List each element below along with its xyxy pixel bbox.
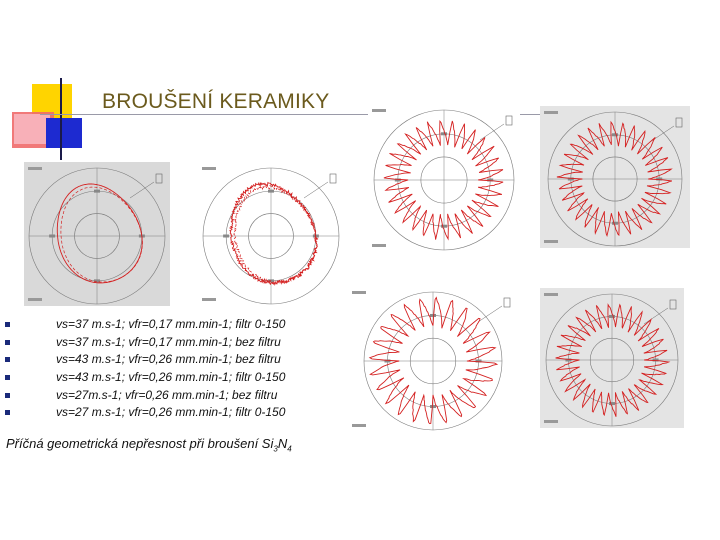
- plot-4: [540, 106, 690, 248]
- corner-label: [202, 167, 216, 170]
- bullet-text: vs=43 m.s-1; vfr=0,26 mm.min-1; filtr 0-150: [56, 370, 286, 385]
- tick-mark: [94, 190, 100, 193]
- plot-3: [368, 104, 520, 252]
- roundness-chart-6: [540, 288, 684, 428]
- bullet-text: vs=27m.s-1; vfr=0,26 mm.min-1; bez filtru: [56, 387, 278, 402]
- corner-label: [544, 111, 558, 114]
- plot-2: [198, 162, 344, 306]
- tick-mark: [268, 190, 274, 193]
- roundness-chart-4: [540, 106, 690, 248]
- caption-subscript-4: 4: [287, 444, 292, 454]
- roundness-chart-1: [24, 162, 170, 306]
- plot-6: [540, 288, 684, 428]
- corner-label: [544, 420, 558, 423]
- parameter-list: [4, 316, 285, 422]
- corner-label: [352, 291, 366, 294]
- bullet-text: vs=37 m.s-1; vfr=0,17 mm.min-1; bez filtru: [56, 334, 281, 349]
- bullet-square-icon: [5, 357, 10, 362]
- bullet-square-icon: [5, 393, 10, 398]
- list-item: [4, 316, 285, 334]
- tick-mark: [430, 314, 436, 317]
- bullet-square-icon: [5, 340, 10, 345]
- tick-mark: [609, 315, 615, 318]
- bullet-text: vs=27 m.s-1; vfr=0,26 mm.min-1; filtr 0-150: [56, 405, 286, 420]
- corner-label: [372, 244, 386, 247]
- corner-label: [352, 424, 366, 427]
- corner-label: [28, 298, 42, 301]
- caption-text: Příčná geometrická nepřesnost při broušení Si: [6, 436, 274, 451]
- list-item: [4, 369, 285, 387]
- list-item: [4, 351, 285, 369]
- roundness-chart-3: [368, 104, 520, 252]
- bullet-text: vs=37 m.s-1; vfr=0,17 mm.min-1; filtr 0-150: [56, 317, 286, 331]
- list-item: [4, 387, 285, 405]
- bullet-square-icon: [5, 322, 10, 327]
- caption-text-n: N: [277, 436, 288, 451]
- tick-mark: [430, 405, 436, 408]
- roundness-chart-5: [348, 286, 518, 432]
- ornament-vertical-line: [60, 78, 62, 160]
- corner-label: [202, 298, 216, 301]
- tick-mark: [609, 402, 615, 405]
- roundness-chart-2: [198, 162, 344, 306]
- bullet-text: vs=43 m.s-1; vfr=0,26 mm.min-1; bez filtru: [56, 352, 281, 367]
- bullet-square-icon: [5, 410, 10, 415]
- tick-mark: [612, 222, 618, 225]
- slide-title: BROUŠENÍ KERAMIKY: [102, 90, 330, 113]
- plot-1: [24, 162, 170, 306]
- tick-mark: [223, 235, 229, 238]
- list-item: [4, 334, 285, 352]
- tick-mark: [49, 235, 55, 238]
- corner-label: [544, 293, 558, 296]
- tick-mark: [441, 225, 447, 228]
- corner-label: [28, 167, 42, 170]
- ornament-pink-square: [14, 114, 50, 144]
- corner-label: [372, 109, 386, 112]
- list-item: [4, 404, 285, 422]
- plot-5: [348, 286, 518, 432]
- ornament-blue-square: [46, 118, 82, 148]
- figure-caption: [6, 436, 292, 454]
- tick-mark: [612, 133, 618, 136]
- bullet-square-icon: [5, 375, 10, 380]
- corner-label: [544, 240, 558, 243]
- caption-subscript-3: 3: [273, 444, 278, 454]
